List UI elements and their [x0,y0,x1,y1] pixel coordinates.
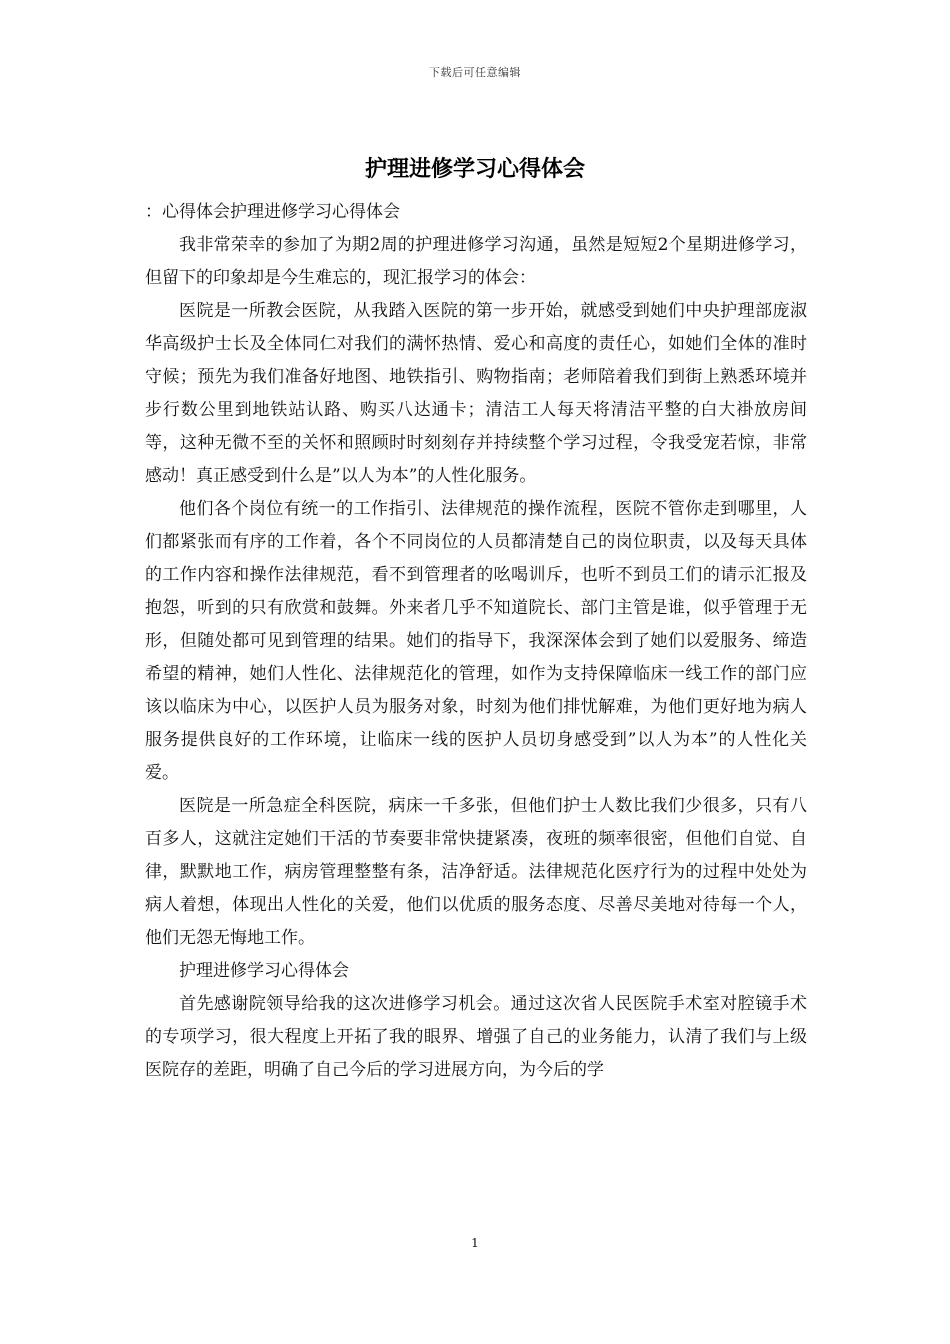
subtitle-paragraph: ：心得体会护理进修学习心得体会 [145,202,400,222]
page-number: 1 [471,1236,479,1250]
body-paragraph: 首先感谢院领导给我的这次进修学习机会。通过这次省人民医院手术室对腔镜手术的专项学习，很大程度上开拓了我的眼界、增强了自己的业务能力，认清了我们与上级医院存的差距，明确了自己今后的学习进展方向，为今后的学 [145,994,807,1080]
body-paragraph: 医院是一所教会医院，从我踏入医院的第一步开始，就感受到她们中央护理部庞淑华高级护士长及全体同仁对我们的满怀热情、爱心和高度的责任心，如她们全体的准时守候；预先为我们准备好地图、地铁指引、购物指南；老师陪着我们到街上熟悉环境并步行数公里到地铁站认路、购买八达通卡；清洁工人每天将清洁平整的白大褂放房间等，这种无微不至的关怀和照顾时时刻刻存并持续整个学习过程，令我受宠若惊，非常感动！真正感受到什么是”以人为本”的人性化服务。 [145,301,807,486]
document-body [145,196,807,1087]
body-paragraph: 他们各个岗位有统一的工作指引、法律规范的操作流程，医院不管你走到哪里，人们都紧张而有序的工作着，各个不同岗位的人员都清楚自己的岗位职责，以及每天具体的工作内容和操作法律规范，看不到管理者的吆喝训斥，也听不到员工们的请示汇报及抱怨，听到的只有欣赏和鼓舞。外来者几乎不知道院长、部门主管是谁，似乎管理于无形，但随处都可见到管理的结果。她们的指导下，我深深体会到了她们以爱服务、缔造希望的精神，她们人性化、法律规范化的管理，如作为支持保障临床一线工作的部门应该以临床为中心，以医护人员为服务对象，时刻为他们排忧解难，为他们更好地为病人服务提供良好的工作环境，让临床一线的医护人员切身感受到”以人为本”的人性化关爱。 [145,499,807,783]
document-title: 护理进修学习心得体会 [364,156,585,182]
section-heading: 护理进修学习心得体会 [179,961,349,981]
body-paragraph: 医院是一所急症全科医院，病床一千多张，但他们护士人数比我们少很多，只有八百多人，这就注定她们干活的节奏要非常快捷紧凑，夜班的频率很密，但他们自觉、自律，默默地工作，病房管理整整有条，洁净舒适。法律规范化医疗行为的过程中处处为病人着想，体现出人性化的关爱，他们以优质的服务态度、尽善尽美地对待每一个人，他们无怨无悔地工作。 [145,796,807,948]
page-header: 下载后可任意编辑 [429,66,521,79]
body-paragraph: 我非常荣幸的参加了为期2周的护理进修学习沟通，虽然是短短2个星期进修学习，但留下的印象却是今生难忘的，现汇报学习的体会： [145,235,807,288]
